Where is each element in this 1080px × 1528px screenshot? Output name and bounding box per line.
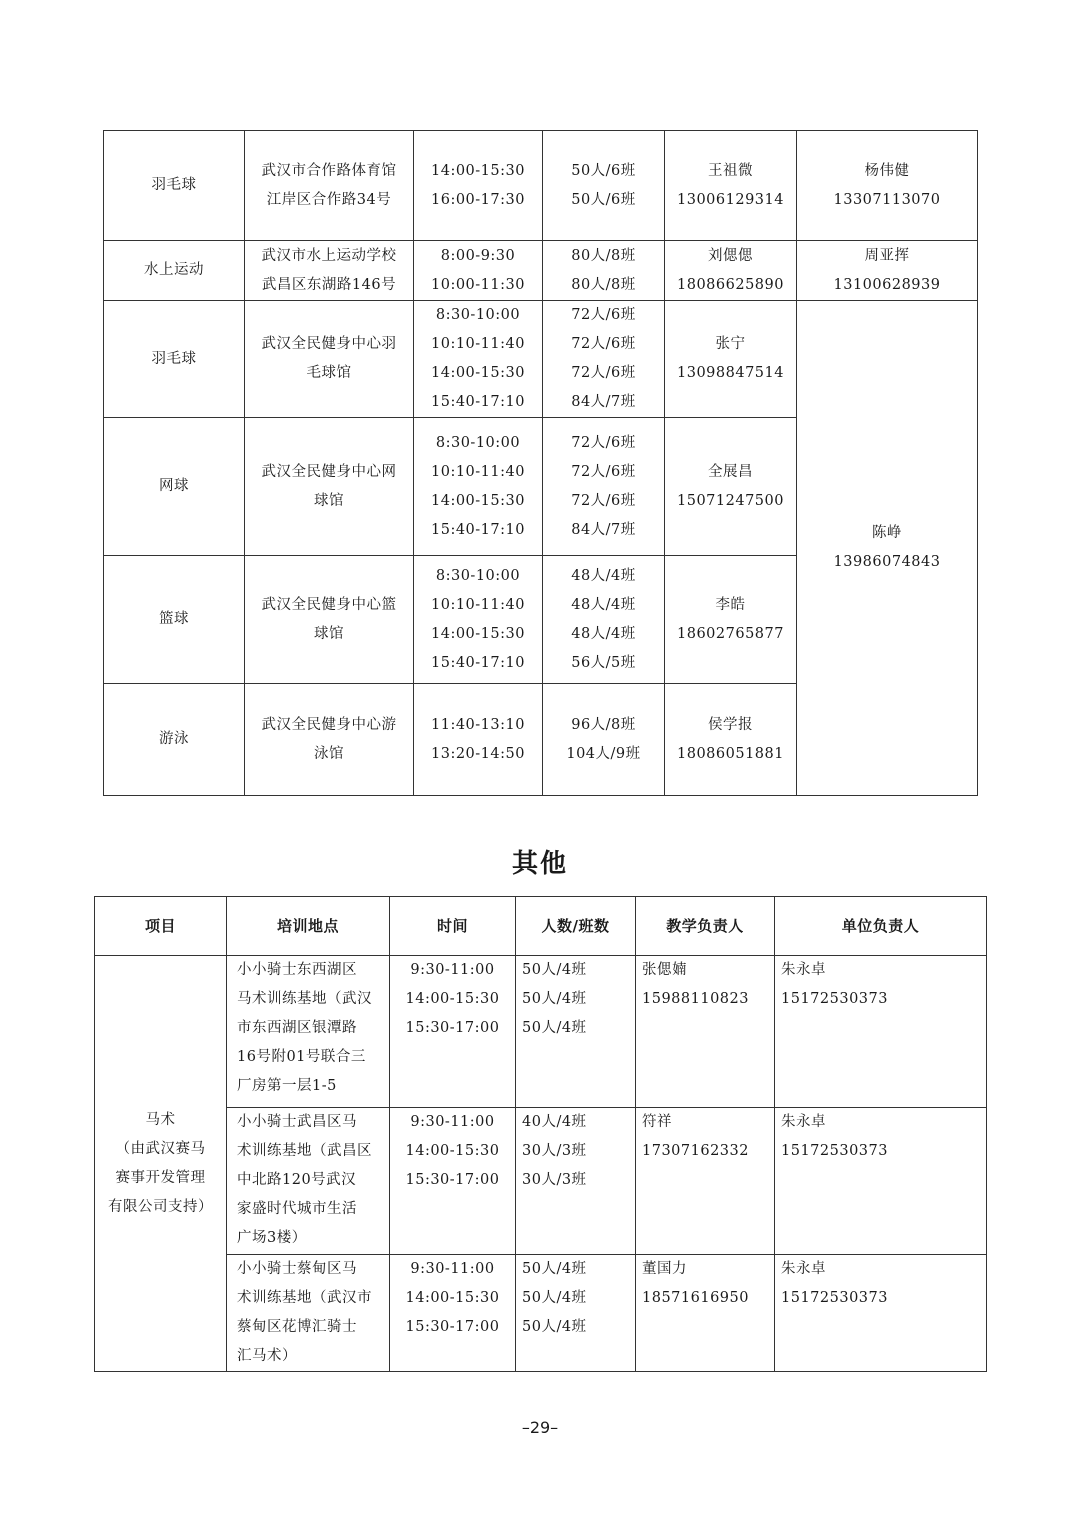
teacher-cell-line: 18602765877 (677, 625, 784, 642)
project-cell-line: 赛事开发管理 (115, 1169, 206, 1186)
location-cell-line: 厂房第一层1-5 (237, 1078, 337, 1094)
time-cell-line: 14:00-15:30 (431, 625, 525, 642)
project-cell (95, 956, 227, 1372)
class-cell-line: 48人/4班 (571, 596, 636, 613)
teacher-cell-line: 18086051881 (677, 745, 784, 762)
location-cell-line: 16号附01号联合三 (237, 1049, 366, 1065)
time-cell-line: 14:00-15:30 (431, 365, 525, 381)
time-cell-line: 15:30-17:00 (405, 1172, 500, 1188)
teacher-cell-line: 董国力 (642, 1261, 687, 1277)
class-cell-line: 40人/4班 (522, 1114, 587, 1130)
teacher-cell-line: 13006129314 (677, 191, 784, 208)
teacher-cell-line: 张偲婻 (642, 962, 687, 978)
unit-cell-line: 13100628939 (833, 276, 941, 293)
class-cell (543, 556, 665, 684)
other-table-body (95, 956, 987, 1372)
class-cell-line: 72人/6班 (571, 336, 636, 352)
location-cell-line: 武汉全民健身中心游 (261, 716, 397, 733)
teacher-cell-line: 15071247500 (677, 492, 784, 509)
location-cell-line: 武汉全民健身中心网 (261, 463, 397, 480)
time-cell-line: 16:00-17:30 (431, 191, 525, 208)
unit-cell-line: 周亚挥 (864, 247, 910, 264)
location-cell (245, 131, 414, 241)
time-cell-line: 8:30-10:00 (435, 567, 521, 584)
class-cell-line: 50人/4班 (522, 1020, 587, 1036)
class-cell-line: 50人/4班 (522, 991, 587, 1007)
teacher-cell (665, 131, 797, 241)
project-cell: 羽毛球 (104, 131, 245, 241)
unit-cell (797, 241, 978, 301)
column-header: 人数/班数 (516, 897, 636, 956)
location-cell-line: 术训练基地（武昌区 (237, 1143, 372, 1159)
teacher-cell-line: 13098847514 (677, 365, 784, 381)
location-cell-line: 中北路120号武汉 (237, 1172, 357, 1188)
time-cell-line: 10:10-11:40 (431, 336, 525, 352)
time-cell-line: 9:30-11:00 (410, 962, 495, 978)
teacher-cell-line: 15988110823 (642, 991, 749, 1007)
class-cell-line: 50人/6班 (571, 162, 636, 179)
class-cell-line: 48人/4班 (571, 567, 636, 584)
teacher-cell-line: 刘偲偲 (708, 247, 753, 264)
time-cell (414, 241, 543, 301)
other-table (94, 896, 987, 1372)
column-header: 教学负责人 (636, 897, 775, 956)
teacher-cell (665, 241, 797, 301)
unit-cell-line: 朱永卓 (781, 1261, 826, 1277)
time-cell-line: 9:30-11:00 (410, 1261, 495, 1277)
unit-cell-line: 杨伟健 (864, 162, 910, 179)
location-cell (245, 684, 414, 796)
class-cell (543, 684, 665, 796)
class-cell-line: 50人/4班 (522, 1319, 587, 1335)
project-cell-line: 马术 (145, 1111, 176, 1128)
venue-table-body (104, 131, 978, 796)
unit-cell-line: 朱永卓 (781, 1114, 826, 1130)
time-cell-line: 10:00-11:30 (431, 276, 525, 293)
table-row (104, 241, 978, 301)
class-cell-line: 72人/6班 (571, 307, 636, 323)
class-cell-line: 30人/3班 (522, 1172, 587, 1188)
class-cell-line: 56人/5班 (571, 654, 636, 671)
location-cell-line: 武汉市合作路体育馆 (261, 162, 397, 179)
time-cell (390, 1108, 516, 1255)
time-cell (414, 556, 543, 684)
location-cell-line: 术训练基地（武汉市 (237, 1290, 372, 1306)
project-cell: 羽毛球 (104, 301, 245, 418)
teacher-cell (665, 684, 797, 796)
teacher-cell-line: 17307162332 (642, 1143, 749, 1159)
class-cell-line: 84人/7班 (571, 394, 636, 410)
location-cell-line: 武汉市水上运动学校 (261, 247, 397, 264)
header-row (95, 897, 987, 956)
venue-table (103, 130, 978, 796)
location-cell (245, 301, 414, 418)
teacher-cell-line: 张宁 (715, 336, 746, 352)
class-cell-line: 72人/6班 (571, 365, 636, 381)
location-cell (227, 956, 390, 1108)
location-cell-line: 武汉全民健身中心羽 (261, 336, 397, 352)
unit-cell-line: 13307113070 (833, 191, 941, 208)
class-cell (543, 301, 665, 418)
teacher-cell-line: 全展昌 (708, 463, 753, 480)
class-cell-line: 104人/9班 (566, 745, 641, 762)
unit-cell (775, 956, 987, 1108)
time-cell-line: 14:00-15:30 (405, 1143, 500, 1159)
class-cell (543, 131, 665, 241)
unit-cell (797, 131, 978, 241)
table-row (104, 131, 978, 241)
location-cell-line: 广场3楼） (237, 1230, 307, 1246)
class-cell (543, 418, 665, 556)
time-cell-line: 13:20-14:50 (431, 745, 525, 762)
location-cell-line: 毛球馆 (306, 365, 352, 381)
location-cell-line: 市东西湖区银潭路 (237, 1020, 357, 1036)
location-cell-line: 小小骑士东西湖区 (237, 962, 357, 978)
time-cell-line: 14:00-15:30 (431, 492, 525, 509)
time-cell-line: 15:40-17:10 (431, 394, 525, 410)
unit-cell (775, 1108, 987, 1255)
project-cell-line: （由武汉赛马 (115, 1140, 206, 1157)
class-cell-line: 50人/4班 (522, 1290, 587, 1306)
class-cell-line: 80人/8班 (571, 276, 636, 293)
location-cell (245, 556, 414, 684)
time-cell-line: 14:00-15:30 (431, 162, 525, 179)
location-cell (227, 1108, 390, 1255)
time-cell-line: 11:40-13:10 (431, 716, 525, 733)
time-cell (390, 956, 516, 1108)
section-title: 其他 (511, 849, 568, 879)
class-cell (516, 1255, 636, 1372)
time-cell-line: 9:30-11:00 (410, 1114, 495, 1130)
table-row (95, 1255, 987, 1372)
time-cell (414, 301, 543, 418)
time-cell-line: 15:30-17:00 (405, 1020, 500, 1036)
teacher-cell (665, 556, 797, 684)
location-cell (245, 418, 414, 556)
teacher-cell-line: 符祥 (642, 1114, 672, 1130)
time-cell (390, 1255, 516, 1372)
class-cell-line: 96人/8班 (571, 716, 636, 733)
teacher-cell-line: 侯学报 (708, 716, 753, 733)
time-cell-line: 8:30-10:00 (435, 434, 521, 451)
table-row (95, 956, 987, 1108)
class-cell (516, 956, 636, 1108)
location-cell-line: 小小骑士武昌区马 (237, 1114, 357, 1130)
teacher-cell-line: 18571616950 (642, 1290, 749, 1306)
location-cell-line: 马术训练基地（武汉 (237, 991, 372, 1007)
teacher-cell (636, 1108, 775, 1255)
class-cell-line: 72人/6班 (571, 434, 636, 451)
class-cell-line: 50人/4班 (522, 1261, 587, 1277)
project-cell: 网球 (104, 418, 245, 556)
class-cell-line: 72人/6班 (571, 463, 636, 480)
unit-cell-shared (797, 301, 978, 796)
location-cell (227, 1255, 390, 1372)
location-cell (245, 241, 414, 301)
time-cell (414, 684, 543, 796)
time-cell-line: 14:00-15:30 (405, 1290, 500, 1306)
class-cell-line: 30人/3班 (522, 1143, 587, 1159)
time-cell-line: 8:00-9:30 (440, 247, 516, 264)
class-cell-line: 50人/4班 (522, 962, 587, 978)
class-cell (516, 1108, 636, 1255)
teacher-cell (665, 301, 797, 418)
column-header: 项目 (95, 897, 227, 956)
page-number: –29– (521, 1418, 559, 1437)
class-cell-line: 50人/6班 (571, 191, 636, 208)
location-cell-line: 蔡甸区花博汇骑士 (237, 1319, 357, 1335)
location-cell-line: 小小骑士蔡甸区马 (237, 1261, 357, 1277)
column-header: 时间 (390, 897, 516, 956)
location-cell-line: 武昌区东湖路146号 (261, 276, 397, 293)
class-cell-line: 84人/7班 (571, 521, 636, 538)
class-cell-line: 72人/6班 (571, 492, 636, 509)
teacher-cell (636, 956, 775, 1108)
class-cell-line: 48人/4班 (571, 625, 636, 642)
time-cell (414, 418, 543, 556)
other-table-header (95, 897, 987, 956)
teacher-cell-line: 王祖微 (708, 162, 753, 179)
class-cell (543, 241, 665, 301)
class-cell-line: 80人/8班 (571, 247, 636, 264)
table-row (95, 1108, 987, 1255)
teacher-cell-line: 18086625890 (677, 276, 784, 293)
column-header: 培训地点 (227, 897, 390, 956)
time-cell-line: 15:40-17:10 (431, 654, 525, 671)
time-cell-line: 10:10-11:40 (431, 596, 525, 613)
project-cell: 游泳 (104, 684, 245, 796)
teacher-cell (665, 418, 797, 556)
unit-cell-shared-line: 陈峥 (872, 525, 902, 541)
time-cell-line: 15:30-17:00 (405, 1319, 500, 1335)
location-cell-line: 球馆 (314, 625, 344, 642)
location-cell-line: 江岸区合作路34号 (266, 191, 392, 208)
time-cell-line: 15:40-17:10 (431, 521, 525, 538)
location-cell-line: 汇马术） (237, 1348, 297, 1364)
location-cell-line: 武汉全民健身中心篮 (261, 596, 397, 613)
location-cell-line: 球馆 (314, 492, 344, 509)
unit-cell-line: 15172530373 (781, 991, 888, 1007)
unit-cell-line: 15172530373 (781, 1290, 888, 1306)
time-cell-line: 10:10-11:40 (431, 463, 525, 480)
location-cell-line: 家盛时代城市生活 (237, 1201, 357, 1217)
project-cell: 水上运动 (104, 241, 245, 301)
project-cell-line: 有限公司支持） (108, 1198, 213, 1215)
teacher-cell (636, 1255, 775, 1372)
project-cell: 篮球 (104, 556, 245, 684)
unit-cell-line: 朱永卓 (781, 962, 826, 978)
table-row (104, 301, 978, 418)
time-cell-line: 14:00-15:30 (405, 991, 500, 1007)
unit-cell-shared-line: 13986074843 (833, 554, 941, 570)
teacher-cell-line: 李皓 (715, 596, 746, 613)
time-cell (414, 131, 543, 241)
column-header: 单位负责人 (775, 897, 987, 956)
location-cell-line: 泳馆 (314, 745, 344, 762)
unit-cell-line: 15172530373 (781, 1143, 888, 1159)
time-cell-line: 8:30-10:00 (435, 307, 521, 323)
unit-cell (775, 1255, 987, 1372)
